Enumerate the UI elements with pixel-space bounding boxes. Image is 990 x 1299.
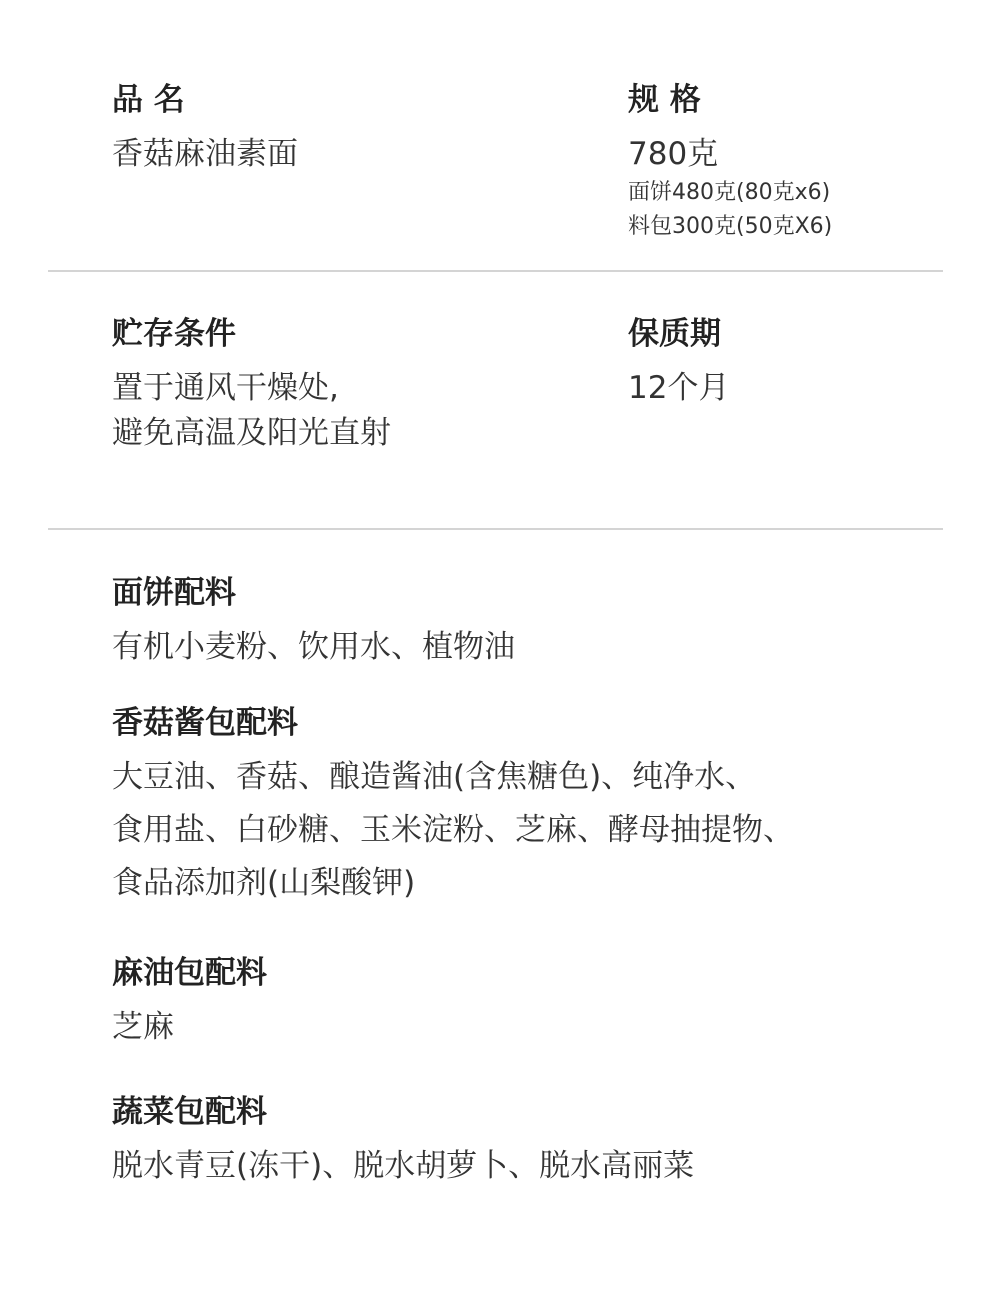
vegetable-ingredients-value: 脱水青豆(冻干)、脱水胡萝卜、脱水高丽菜 — [112, 1148, 695, 1184]
noodle-ingredients-value: 有机小麦粉、饮用水、植物油 — [112, 629, 515, 665]
shelf-life-value: 12个月 — [628, 370, 730, 406]
storage-line-2: 避免高温及阳光直射 — [112, 415, 391, 451]
spec-value: 780克 — [628, 136, 719, 172]
sauce-ingredients-line-3: 食品添加剂(山梨酸钾) — [112, 865, 416, 901]
vegetable-ingredients-label: 蔬菜包配料 — [112, 1094, 267, 1130]
oil-ingredients-value: 芝麻 — [112, 1009, 174, 1045]
spec-detail-noodle: 面饼480克(80克x6) — [628, 180, 831, 205]
product-name-value: 香菇麻油素面 — [112, 136, 298, 172]
divider-top — [48, 270, 943, 272]
sauce-ingredients-label: 香菇酱包配料 — [112, 705, 298, 741]
sauce-ingredients-line-1: 大豆油、香菇、酿造酱油(含焦糖色)、纯净水、 — [112, 759, 757, 795]
storage-line-1: 置于通风干燥处, — [112, 370, 339, 406]
product-name-label: 品 名 — [112, 82, 185, 118]
sauce-ingredients-line-2: 食用盐、白砂糖、玉米淀粉、芝麻、酵母抽提物、 — [112, 812, 794, 848]
spec-detail-packet: 料包300克(50克X6) — [628, 214, 833, 239]
divider-middle — [48, 528, 943, 530]
oil-ingredients-label: 麻油包配料 — [112, 955, 267, 991]
noodle-ingredients-label: 面饼配料 — [112, 575, 236, 611]
storage-label: 贮存条件 — [112, 316, 236, 352]
spec-label: 规 格 — [628, 82, 701, 118]
shelf-life-label: 保质期 — [628, 316, 721, 352]
